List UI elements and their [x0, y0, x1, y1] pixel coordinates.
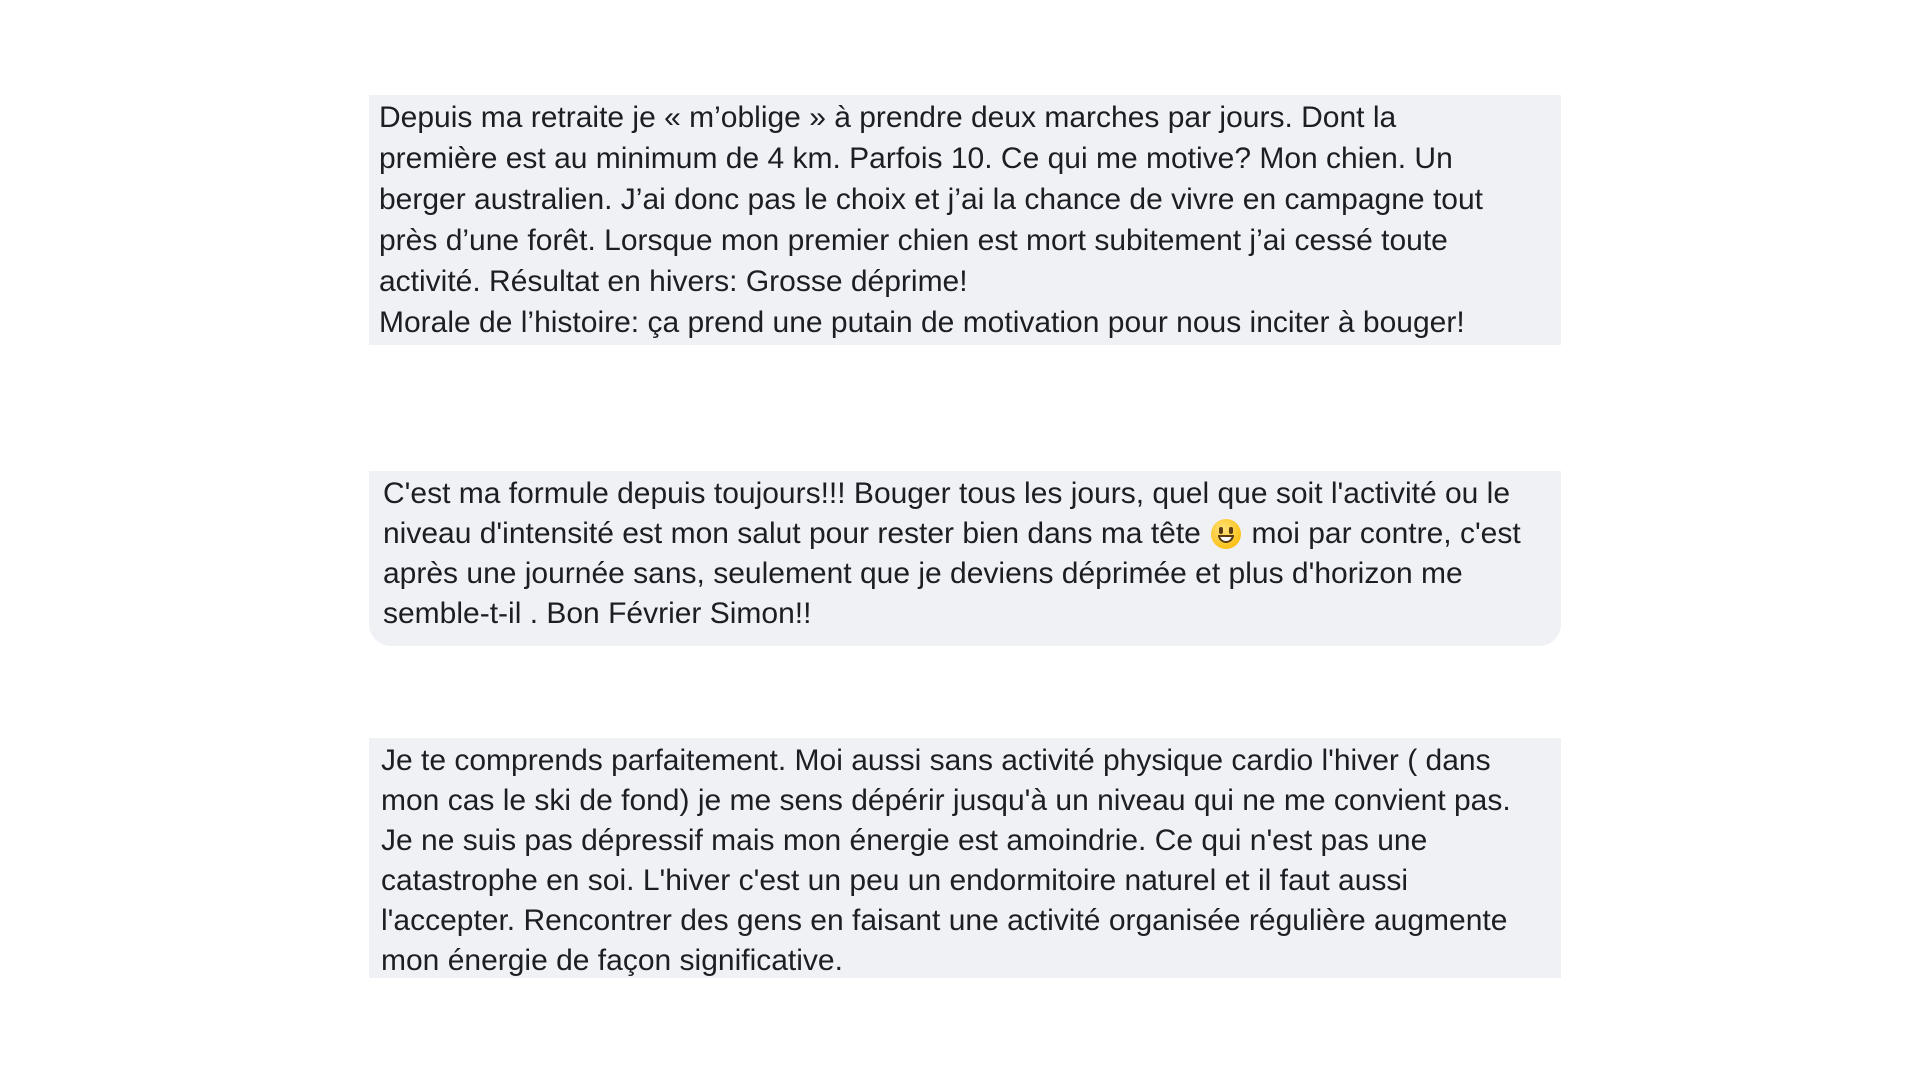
comment-bubble-3	[369, 738, 1561, 978]
comment-3-text: Je te comprends parfaitement. Moi aussi sans activité physique cardio l'hiver ( dans mon cas le ski de fond) je me sens dépérir jusqu'à un niveau qui ne me convient pas. Je ne suis pas dépressif mais mon énergie est amoindrie. Ce qui n'est pas une catastrophe en soi. L'hiver c'est un peu un endormitoire naturel et il faut aussi l'accepter. Rencontrer des gens en faisant une activité organisée régulière augmente mon énergie de façon significative.	[381, 744, 1520, 977]
comment-1-line-2: première est au minimum de 4 km. Parfois 10. Ce qui me motive? Mon chien. Un	[379, 142, 1453, 175]
comment-1-line-3: berger australien. J’ai donc pas le choix et j’ai la chance de vivre en campagne tout	[379, 183, 1483, 216]
comment-bubble-1	[369, 95, 1561, 345]
comment-2-text	[383, 474, 1547, 634]
comment-1-line-6: Morale de l’histoire: ça prend une putain de motivation pour nous inciter à bouger!	[379, 306, 1465, 339]
comment-1-line-4: près d’une forêt. Lorsque mon premier chien est mort subitement j’ai cessé toute	[379, 224, 1448, 257]
grinning-face-icon	[1211, 519, 1241, 549]
comment-1-line-5: activité. Résultat en hivers: Grosse déprime!	[379, 265, 968, 298]
comment-1-line-1: Depuis ma retraite je « m’oblige » à prendre deux marches par jours. Dont la	[379, 101, 1397, 134]
comment-2-text-after-emoji: moi par contre, c'est après une journée sans, seulement que je deviens déprimée et plus d'horizon me semble-t-il . Bon Février Simon!!	[383, 517, 1530, 630]
comment-bubble-2	[369, 471, 1561, 646]
comment-2-text-before-emoji: C'est ma formule depuis toujours!!! Bouger tous les jours, quel que soit l'activité ou le niveau d'intensité est mon salut pour rester bien dans ma tête	[383, 477, 1519, 550]
